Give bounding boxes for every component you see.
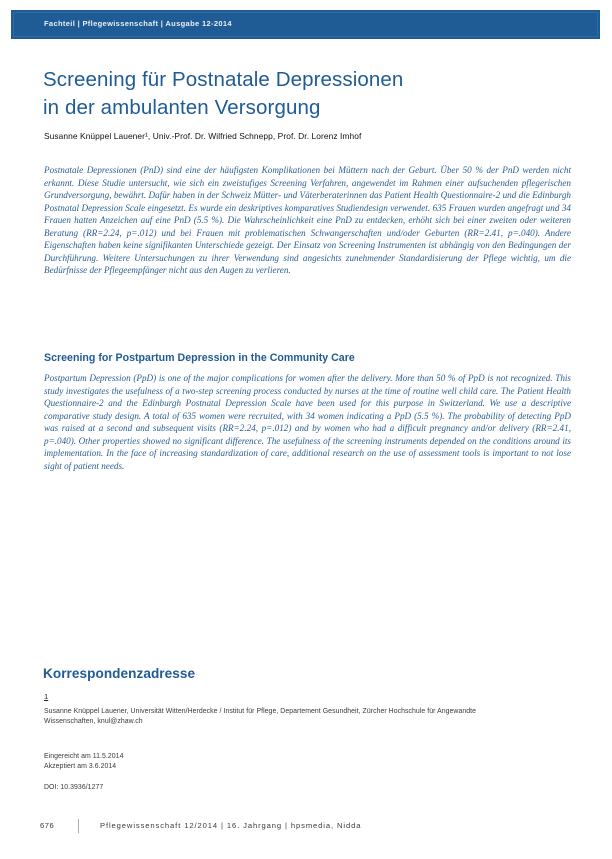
- title-line-2: in der ambulanten Versorgung: [43, 95, 321, 119]
- submission-dates: [44, 752, 123, 772]
- footer-page-number: 676: [40, 821, 55, 830]
- correspondence-heading: Korrespondenzadresse: [43, 666, 196, 681]
- page-footer: [40, 820, 570, 836]
- breadcrumb: Fachteil | Pflegewissenschaft | Ausgabe 12-2014: [44, 19, 232, 28]
- english-subheading: Screening for Postpartum Depression in the Community Care: [44, 352, 355, 364]
- date-submitted: Eingereicht am 11.5.2014: [44, 753, 124, 760]
- correspondence-address: Susanne Knüppel Lauener, Universität Witten/Herdecke / Institut für Pflege, Departement Gesundheit, Zürcher Hochschule für Angewandte Wissenschaften, knul@zhaw.ch: [44, 708, 476, 725]
- footer-divider: [78, 819, 79, 833]
- author-list: Susanne Knüppel Lauener¹, Univ.-Prof. Dr. Wilfried Schnepp, Prof. Dr. Lorenz Imhof: [44, 131, 362, 141]
- title-line-1: Screening für Postnatale Depressionen: [43, 67, 404, 91]
- abstract-german: Postnatale Depressionen (PnD) sind eine der häufigsten Komplikationen bei Müttern nach der Geburt. Über 50 % der PnD werden nicht erkannt. Diese Studie untersucht, wie sich ein zweistufiges Screening Verfahren, angewendet im Rahmen einer aufsuchenden pflegerischen Grundversorgung, bewährt. Dafür haben in der Schweiz Mütter- und Väterberaterinnen das Patient Health Questionnaire-2 und die Edinburgh Postnatal Depression Scale eingesetzt. Es wurde ein deskriptives komparatives Studiendesign verwendet. 635 Frauen wurden angefragt und 34 Frauen hatten Anzeichen auf eine PnD (5.5 %). Die Wahrscheinlichkeit eine PnD zu entdecken, erhöht sich bei einer zweiten oder weiteren Beratung (RR=2.24, p=.012) und bei Frauen mit problematischen Schwangerschaften und/oder Geburten (RR=2.41, p=.040). Andere Eigenschaften haben keine signifikanten Unterschiede gezeigt. Der Einsatz von Screening Instrumenten ist abhängig von den Bedingungen der Durchführung. Weitere Untersuchungen zu ihrer Verwendung sind angesichts zunehmender Standardisierung der Pflege wichtig, um die Bedürfnisse der Pflegeempfänger nicht aus den Augen zu verlieren.: [44, 165, 571, 276]
- footer-citation: Pflegewissenschaft 12/2014 | 16. Jahrgang | hpsmedia, Nidda: [100, 821, 362, 830]
- header-ribbon: [11, 10, 600, 39]
- footnote-marker: 1: [44, 692, 49, 701]
- page-title: [43, 66, 563, 122]
- date-accepted: Akzeptiert am 3.6.2014: [44, 762, 117, 770]
- doi-text: DOI: 10.3936/1277: [44, 784, 104, 791]
- abstract-english: Postpartum Depression (PpD) is one of the major complications for women after the delivery. More than 50 % of PpD is not recognized. This study investigates the usefulness of a two-step screening process conducted by nurses at the time of routine well child care. The Patient Health Questionnaire-2 and the Edinburgh Postnatal Depression Scale have been used for this purpose in Switzerland. We use a descriptive comparative study design. A total of 635 women were recruited, with 34 women indicating a PpD (5.5 %). The probability of detecting PpD was raised at a second and subsequent visits (RR=2.24, p=.012) and by women who had a difficult pregnancy and/or delivery (RR=2.41, p=.040). Other properties showed no significant difference. The usefulness of the screening instruments depended on the conditions around its implementation. In the face of increasing standardization of care, additional research on the use of assessment tools is important to not lose sight of patient needs.: [44, 373, 571, 471]
